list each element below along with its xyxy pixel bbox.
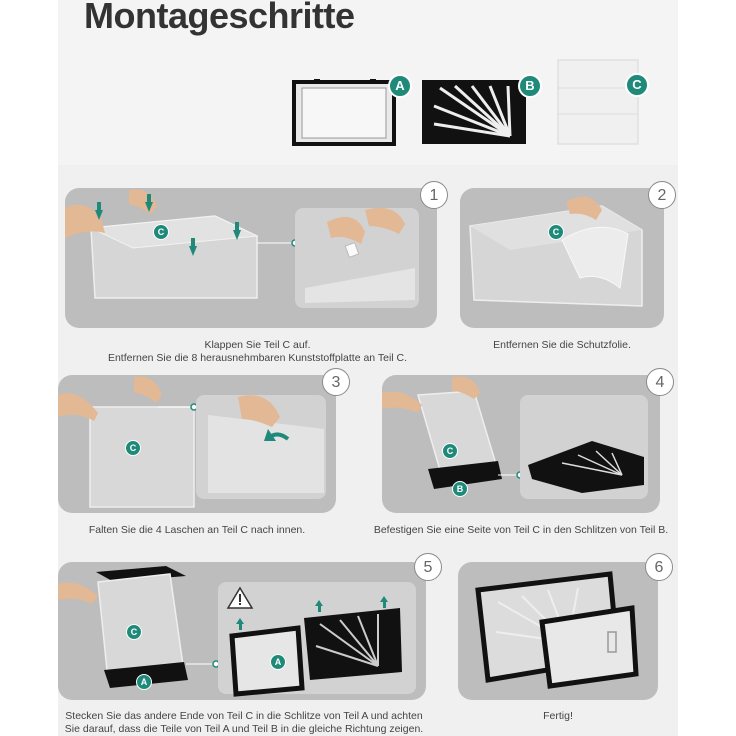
part-b-tag: B [518, 74, 542, 98]
step-4-caption: Befestigen Sie eine Seite von Teil C in den Schlitzen von Teil B. [373, 524, 669, 536]
step-6-caption: Fertig! [543, 710, 573, 722]
step-5-label-a: A [136, 674, 152, 690]
step-3-label-c: C [125, 440, 141, 456]
part-c-illustration [556, 58, 642, 146]
page-title: Montageschritte [84, 0, 355, 36]
part-a-tag: A [388, 74, 412, 98]
step-4-panel [382, 375, 660, 513]
step-5-panel [58, 562, 426, 700]
step-3-caption: Falten Sie die 4 Laschen an Teil C nach innen. [88, 524, 306, 536]
part-b-illustration [420, 76, 532, 146]
step-1-panel [65, 188, 437, 328]
step-1-number: 1 [420, 181, 448, 209]
step-6-panel [458, 562, 658, 700]
step-6-number: 6 [645, 553, 673, 581]
part-a-illustration [292, 76, 402, 146]
step-2-caption: Entfernen Sie die Schutzfolie. [493, 339, 631, 351]
step-5-caption: Stecken Sie das andere Ende von Teil C in die Schlitze von Teil A und achten Sie darauf, dass die Teile von Teil A und Teil B in die gleiche Richtung zeigen. [64, 710, 424, 735]
step-2-number: 2 [648, 181, 676, 209]
step-2-label-c: C [548, 224, 564, 240]
step-3-number: 3 [322, 368, 350, 396]
step-2-panel [460, 188, 664, 328]
step-4-label-b: B [452, 481, 468, 497]
step-3-panel [58, 375, 336, 513]
step-5-label-c: C [126, 624, 142, 640]
step-1-label-c: C [153, 224, 169, 240]
step-4-label-c: C [442, 443, 458, 459]
step-5-label-a-detail: A [270, 654, 286, 670]
step-5-number: 5 [414, 553, 442, 581]
step-4-number: 4 [646, 368, 674, 396]
part-c-tag: C [625, 73, 649, 97]
step-1-caption: Klappen Sie Teil C auf. Entfernen Sie die 8 herausnehmbaren Kunststoffplatte an Teil C. [107, 339, 408, 364]
